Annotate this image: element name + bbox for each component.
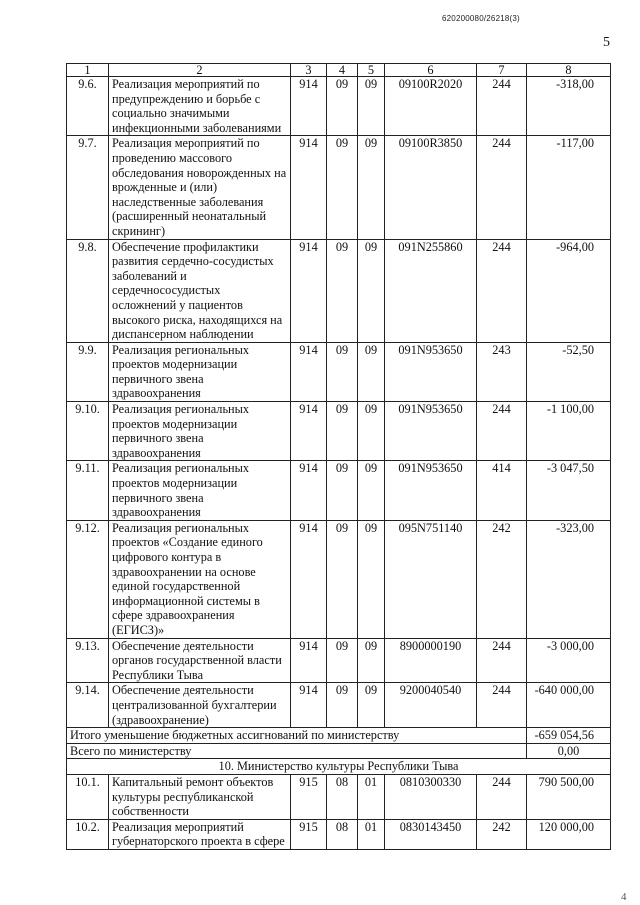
row-code-target: 0810300330 <box>385 774 477 819</box>
row-code-ministry: 914 <box>291 638 327 683</box>
total-decrease-row <box>67 728 611 744</box>
row-code-target: 0830143450 <box>385 819 477 849</box>
row-number: 9.10. <box>67 402 109 461</box>
row-name: Реализация региональных проектов модернизации первичного звена здравоохранения <box>109 461 291 520</box>
row-name: Обеспечение деятельности органов государственной власти Республики Тыва <box>109 638 291 683</box>
row-name: Капитальный ремонт объектов культуры республиканской собственности <box>109 774 291 819</box>
row-code-subsection: 09 <box>358 342 385 401</box>
row-code-expense-type: 244 <box>477 136 527 239</box>
row-name: Реализация мероприятий по проведению массового обследования новорожденных на врожденные и (или) наследственные заболевания (расширенный неонатальный скрининг) <box>109 136 291 239</box>
row-amount: -3 000,00 <box>527 638 611 683</box>
row-code-expense-type: 244 <box>477 638 527 683</box>
row-amount: -52,50 <box>527 342 611 401</box>
row-name: Реализация региональных проектов «Создание единого цифрового контура в здравоохранении на основе единой государственной информационной системы в сфере здравоохранения (ЕГИСЗ)» <box>109 520 291 638</box>
row-code-ministry: 915 <box>291 774 327 819</box>
row-amount: -1 100,00 <box>527 402 611 461</box>
column-header: 4 <box>327 64 358 77</box>
row-code-section: 09 <box>327 402 358 461</box>
table-row <box>67 77 611 136</box>
budget-table <box>66 63 611 850</box>
table-row <box>67 774 611 819</box>
column-header: 8 <box>527 64 611 77</box>
section-title-row <box>67 759 611 775</box>
row-number: 9.9. <box>67 342 109 401</box>
row-amount: -640 000,00 <box>527 683 611 728</box>
table-row <box>67 520 611 638</box>
row-name: Реализация региональных проектов модернизации первичного звена здравоохранения <box>109 402 291 461</box>
row-code-section: 09 <box>327 77 358 136</box>
column-header: 3 <box>291 64 327 77</box>
row-code-expense-type: 242 <box>477 520 527 638</box>
row-code-target: 095N751140 <box>385 520 477 638</box>
row-amount: -117,00 <box>527 136 611 239</box>
column-header-row <box>67 64 611 77</box>
row-code-expense-type: 244 <box>477 774 527 819</box>
table-row <box>67 461 611 520</box>
column-header: 1 <box>67 64 109 77</box>
row-code-expense-type: 244 <box>477 239 527 342</box>
table-row <box>67 683 611 728</box>
column-header: 6 <box>385 64 477 77</box>
row-code-target: 091N953650 <box>385 342 477 401</box>
row-code-section: 09 <box>327 683 358 728</box>
row-amount: -3 047,50 <box>527 461 611 520</box>
row-name: Обеспечение деятельности централизованной бухгалтерии (здравоохранение) <box>109 683 291 728</box>
row-code-ministry: 914 <box>291 402 327 461</box>
row-code-ministry: 914 <box>291 520 327 638</box>
total-decrease-value: -659 054,56 <box>527 728 611 744</box>
table-row <box>67 638 611 683</box>
row-code-ministry: 915 <box>291 819 327 849</box>
row-number: 10.1. <box>67 774 109 819</box>
row-code-expense-type: 244 <box>477 683 527 728</box>
row-code-ministry: 914 <box>291 77 327 136</box>
row-code-target: 091N255860 <box>385 239 477 342</box>
row-code-target: 09100R2020 <box>385 77 477 136</box>
column-header: 2 <box>109 64 291 77</box>
page-number: 5 <box>603 35 610 50</box>
row-amount: -964,00 <box>527 239 611 342</box>
total-decrease-label: Итого уменьшение бюджетных ассигнований по министерству <box>67 728 527 744</box>
row-code-subsection: 09 <box>358 461 385 520</box>
row-number: 9.12. <box>67 520 109 638</box>
row-number: 9.14. <box>67 683 109 728</box>
row-code-target: 9200040540 <box>385 683 477 728</box>
row-name: Реализация региональных проектов модернизации первичного звена здравоохранения <box>109 342 291 401</box>
row-code-ministry: 914 <box>291 136 327 239</box>
section-title: 10. Министерство культуры Республики Тыва <box>67 759 611 775</box>
document-code: 620200080/26218(3) <box>442 14 520 23</box>
table-row <box>67 342 611 401</box>
row-number: 9.7. <box>67 136 109 239</box>
row-amount: 790 500,00 <box>527 774 611 819</box>
row-code-subsection: 01 <box>358 819 385 849</box>
table-row <box>67 819 611 849</box>
row-number: 9.11. <box>67 461 109 520</box>
row-code-subsection: 09 <box>358 683 385 728</box>
row-code-expense-type: 242 <box>477 819 527 849</box>
row-code-section: 08 <box>327 819 358 849</box>
row-code-section: 09 <box>327 520 358 638</box>
row-name: Реализация мероприятий по предупреждению и борьбе с социально значимыми инфекционными заболеваниями <box>109 77 291 136</box>
row-code-section: 09 <box>327 342 358 401</box>
row-code-subsection: 09 <box>358 77 385 136</box>
row-code-subsection: 09 <box>358 402 385 461</box>
row-number: 9.6. <box>67 77 109 136</box>
row-code-target: 8900000190 <box>385 638 477 683</box>
rows-section-9 <box>67 77 611 728</box>
row-code-target: 09100R3850 <box>385 136 477 239</box>
row-name: Обеспечение профилактики развития сердечно-сосудистых заболеваний и сердечнососудистых осложнений у пациентов высокого риска, находящихся на диспансерном наблюдении <box>109 239 291 342</box>
row-number: 9.13. <box>67 638 109 683</box>
row-code-subsection: 09 <box>358 239 385 342</box>
row-code-expense-type: 244 <box>477 77 527 136</box>
row-code-subsection: 09 <box>358 520 385 638</box>
row-code-target: 091N953650 <box>385 402 477 461</box>
row-code-section: 09 <box>327 461 358 520</box>
row-code-expense-type: 244 <box>477 402 527 461</box>
table-row <box>67 239 611 342</box>
row-code-ministry: 914 <box>291 461 327 520</box>
row-amount: 120 000,00 <box>527 819 611 849</box>
row-number: 10.2. <box>67 819 109 849</box>
row-code-target: 091N953650 <box>385 461 477 520</box>
row-code-expense-type: 414 <box>477 461 527 520</box>
row-number: 9.8. <box>67 239 109 342</box>
row-code-subsection: 09 <box>358 136 385 239</box>
row-code-section: 09 <box>327 136 358 239</box>
row-code-subsection: 01 <box>358 774 385 819</box>
rows-section-10 <box>67 774 611 849</box>
row-code-subsection: 09 <box>358 638 385 683</box>
corner-mark: 4 <box>621 891 627 903</box>
row-amount: -318,00 <box>527 77 611 136</box>
column-header: 5 <box>358 64 385 77</box>
total-ministry-row <box>67 743 611 759</box>
table-row <box>67 136 611 239</box>
row-code-ministry: 914 <box>291 683 327 728</box>
row-amount: -323,00 <box>527 520 611 638</box>
table-row <box>67 402 611 461</box>
row-code-ministry: 914 <box>291 342 327 401</box>
total-ministry-label: Всего по министерству <box>67 743 527 759</box>
column-header: 7 <box>477 64 527 77</box>
total-ministry-value: 0,00 <box>527 743 611 759</box>
row-code-expense-type: 243 <box>477 342 527 401</box>
row-name: Реализация мероприятий губернаторского проекта в сфере <box>109 819 291 849</box>
row-code-section: 08 <box>327 774 358 819</box>
row-code-ministry: 914 <box>291 239 327 342</box>
row-code-section: 09 <box>327 239 358 342</box>
row-code-section: 09 <box>327 638 358 683</box>
